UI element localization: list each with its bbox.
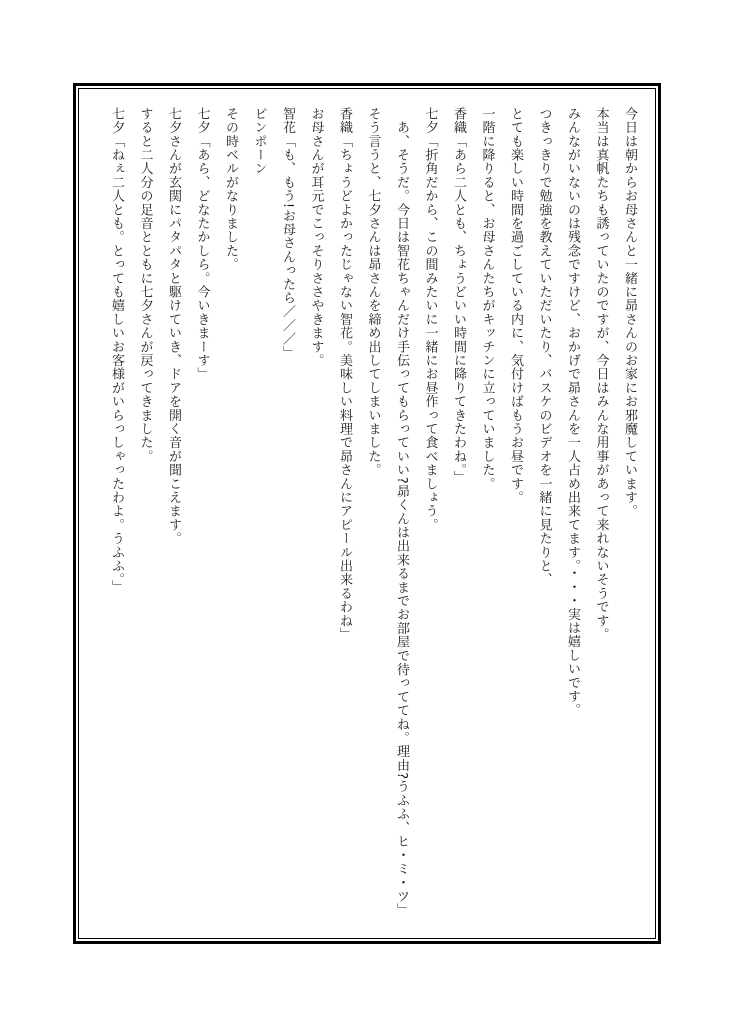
text-line: とても楽しい時間を過ごしている内に、気付けばもうお昼です。: [508, 107, 523, 505]
text-line: そう言うと、七夕さんは昴さんを締め出してしまいました。: [365, 107, 381, 477]
text-line: 七夕「あら、どなたかしら。今いきまーす」: [194, 107, 210, 381]
text-line: 七夕「ねぇ二人とも。とっても嬉しいお客様がいらっしゃったわよ。うふふ。」: [109, 107, 124, 594]
text-line: 一階に降りると、お母さんたちがキッチンに立っていました。: [479, 107, 495, 491]
text-line: 智花「も、もう!お母さんったら／／／」: [280, 107, 295, 360]
text-frame-inner-border: [78, 88, 656, 939]
text-line: みんながいないのは残念ですけど、おかげで昴さんを一人占め出来てます。・・・実は嬉しいです。: [565, 107, 580, 717]
text-line: 今日は朝からお母さんと一緒に昴さんのお家にお邪魔しています。: [622, 107, 637, 518]
text-columns: [79, 89, 655, 938]
text-line: お母さんが耳元でこっそりささやきます。: [308, 107, 324, 368]
text-line: 七夕「折角だから、この間みたいに一緒にお昼作って食べましょう。: [422, 107, 438, 532]
text-line: すると二人分の足音とともに七夕さんが戻ってきました。: [137, 107, 153, 464]
text-line: あ、そうだ。今日は智花ちゃんだけ手伝ってもらっていい?昴くんは出来るまでお部屋で待っててね。理由?うふふ、ヒ・ミ・ツ」: [394, 107, 409, 917]
text-line: 七夕さんが玄関にパタパタと駆けていき、ドアを開く音が聞こえます。: [166, 107, 181, 546]
text-line: 香織「ちょうどよかったじゃない智花。美味しい料理で昴さんにアピール出来るわね」: [337, 107, 352, 642]
text-line: 本当は真帆たちも誘っていたのですが、今日はみんな用事があって来れないそうです。: [593, 107, 609, 642]
text-line: ピンポーン: [251, 107, 267, 176]
text-line: つきっきりで勉強を教えていただいたり、バスケのビデオを一緒に見たりと、: [536, 107, 552, 587]
text-line: 香織「あら二人とも、ちょうどいい時間に降りてきたわね。」: [451, 107, 466, 485]
text-frame-outer-border: [73, 83, 661, 944]
text-line: その時ベルがなりました。: [223, 107, 238, 272]
